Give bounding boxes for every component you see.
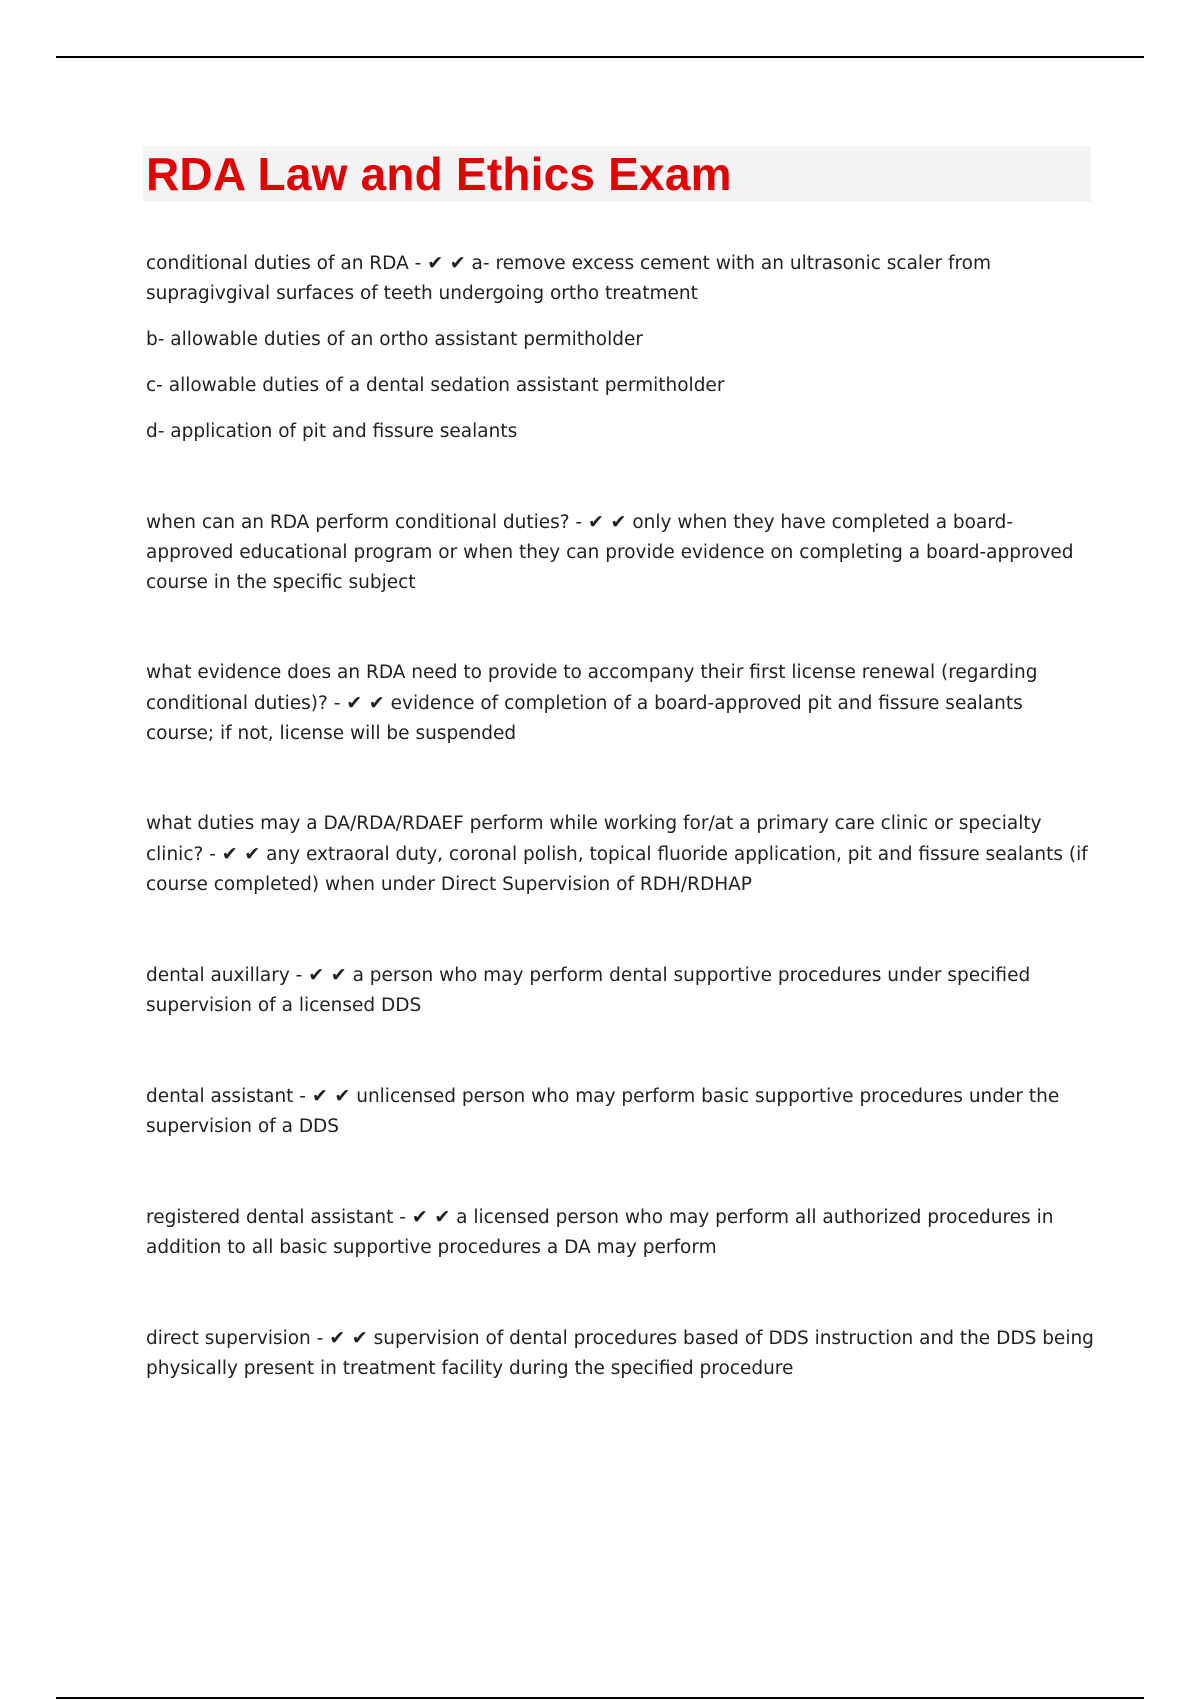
- double-check-icon: ✔ ✔: [311, 1085, 351, 1107]
- flashcard-4: [146, 809, 1096, 900]
- term: dental assistant -: [146, 1086, 312, 1107]
- flashcard-7: [146, 1202, 1096, 1263]
- term: when can an RDA perform conditional duties? -: [146, 512, 588, 533]
- flashcard-1: [146, 248, 1096, 309]
- term: registered dental assistant -: [146, 1207, 412, 1228]
- term: direct supervision -: [146, 1328, 330, 1349]
- term: what evidence does an RDA need to provide to accompany their first license renewal (regarding conditional duties)? -: [146, 662, 1038, 714]
- definition: evidence of completion of a board-approved pit and fissure sealants course; if not, license will be suspended: [146, 693, 1023, 744]
- definition: a- remove excess cement with an ultrasonic scaler from supragivgival surfaces of teeth undergoing ortho treatment: [146, 253, 991, 304]
- double-check-icon: ✔ ✔: [221, 843, 261, 865]
- double-check-icon: ✔ ✔: [346, 692, 385, 714]
- double-check-icon: ✔ ✔: [308, 964, 347, 986]
- double-check-icon: ✔ ✔: [329, 1327, 368, 1349]
- term: conditional duties of an RDA -: [146, 253, 428, 274]
- definition: a licensed person who may perform all authorized procedures in addition to all basic supportive procedures a DA may perform: [146, 1207, 1054, 1258]
- double-check-icon: ✔ ✔: [427, 252, 466, 274]
- flashcard-6: [146, 1081, 1096, 1142]
- term: what duties may a DA/RDA/RDAEF perform while working for/at a primary care clinic or specialty clinic? -: [146, 813, 1042, 865]
- definition: a person who may perform dental supportive procedures under specified supervision of a licensed DDS: [146, 965, 1031, 1016]
- flashcard-list: [146, 248, 1096, 1384]
- definition: only when they have completed a board-approved educational program or when they can provide evidence on completing a board-approved course in the specific subject: [146, 512, 1074, 593]
- definition: unlicensed person who may perform basic supportive procedures under the supervision of a DDS: [146, 1086, 1060, 1137]
- definition: any extraoral duty, coronal polish, topical fluoride application, pit and fissure sealants (if course completed) when under Direct Supervision of RDH/RDHAP: [146, 844, 1088, 895]
- definition: supervision of dental procedures based of DDS instruction and the DDS being physically present in treatment facility during the specified procedure: [146, 1328, 1094, 1379]
- flashcard-1-item-b: b- allowable duties of an ortho assistant permitholder: [146, 329, 643, 350]
- flashcard-2: [146, 507, 1096, 598]
- flashcard-1-item-d: d- application of pit and fissure sealants: [146, 421, 518, 442]
- page-title: RDA Law and Ethics Exam: [146, 148, 732, 200]
- flashcard-8: [146, 1323, 1096, 1384]
- top-rule: [56, 56, 1144, 58]
- flashcard-3: [146, 658, 1096, 749]
- bottom-rule: [56, 1697, 1144, 1699]
- flashcard-1-item-c: c- allowable duties of a dental sedation assistant permitholder: [146, 375, 725, 396]
- term: dental auxillary -: [146, 965, 309, 986]
- double-check-icon: ✔ ✔: [588, 511, 627, 533]
- double-check-icon: ✔ ✔: [411, 1206, 451, 1228]
- flashcard-5: [146, 960, 1096, 1021]
